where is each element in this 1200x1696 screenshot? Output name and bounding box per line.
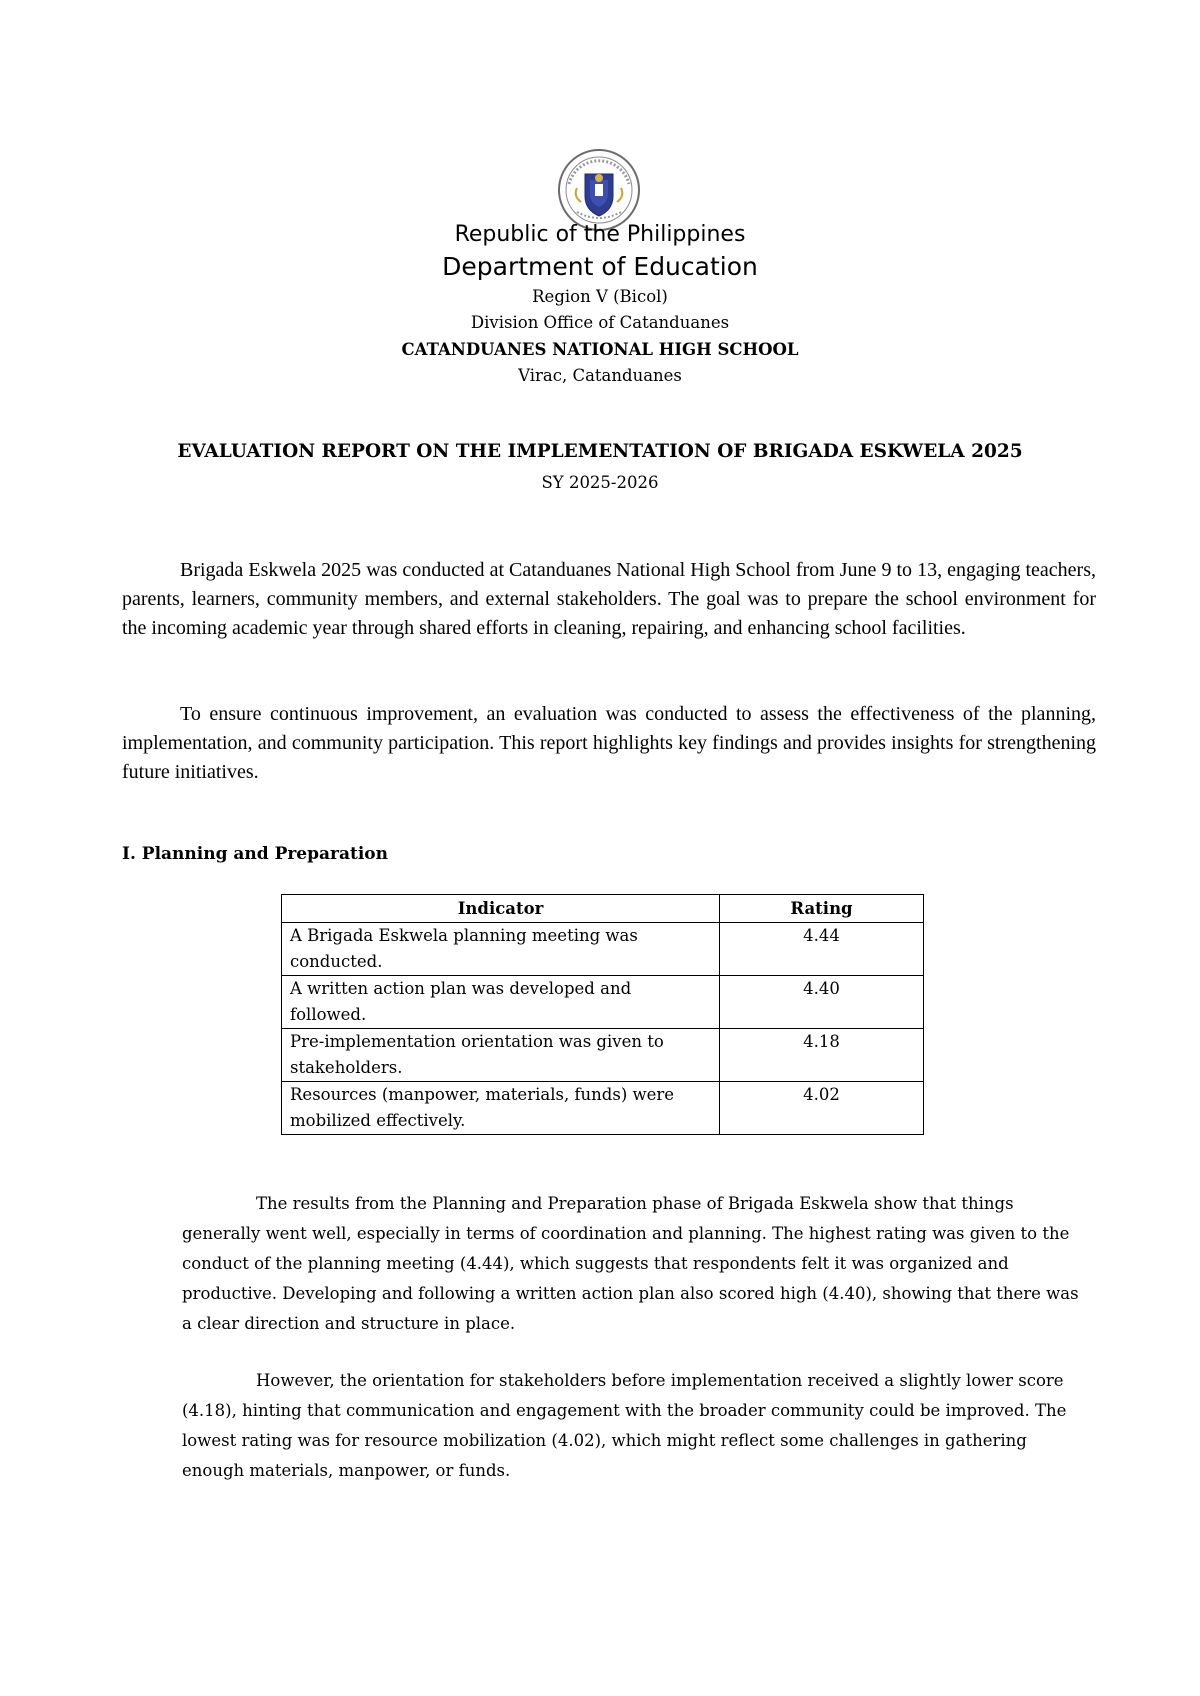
region-line: Region V (Bicol) [532,287,668,306]
evaluation-table [281,894,924,1135]
indicator-cell: A Brigada Eskwela planning meeting was conducted. [282,923,720,976]
republic-heading: Republic of the Philippines [454,222,746,247]
discussion-paragraph-2: However, the orientation for stakeholders before implementation received a slightly lower score (4.18), hinting that communication and engagement with the broader community could be improved. The lowest rating was for resource mobilization (4.02), which might reflect some challenges in gathering enough materials, manpower, or funds. [182,1371,1067,1480]
table-row [282,1029,924,1082]
discussion-paragraph-1: The results from the Planning and Preparation phase of Brigada Eskwela show that things generally went well, especially in terms of coordination and planning. The highest rating was given to the conduct of the planning meeting (4.44), which suggests that respondents felt it was organized and productive. Developing and following a written action plan also scored high (4.40), showing that there was a clear direction and structure in place. [182,1194,1079,1333]
rating-cell: 4.02 [720,1082,924,1135]
rating-cell: 4.44 [720,923,924,976]
deped-seal-icon [557,148,641,232]
school-location: Virac, Catanduanes [518,366,682,385]
rating-cell: 4.40 [720,976,924,1029]
table-row [282,923,924,976]
indicator-cell: Pre-implementation orientation was given to stakeholders. [282,1029,720,1082]
school-year: SY 2025-2026 [541,473,659,492]
division-line: Division Office of Catanduanes [470,313,730,332]
department-heading: Department of Education [442,252,758,281]
intro-paragraph-1: Brigada Eskwela 2025 was conducted at Catanduanes National High School from June 9 to 13, engaging teachers, parents, learners, community members, and external stakeholders. The goal was to prepare the school environment for the incoming academic year through shared efforts in cleaning, repairing, and enhancing school facilities. [122,559,1096,639]
report-title: EVALUATION REPORT ON THE IMPLEMENTATION OF BRIGADA ESKWELA 2025 [177,441,1023,462]
indicator-cell: A written action plan was developed and followed. [282,976,720,1029]
table-row [282,1082,924,1135]
column-header-indicator: Indicator [282,895,720,923]
table-header-row [282,895,924,923]
intro-paragraph-2: To ensure continuous improvement, an evaluation was conducted to assess the effectiveness of the planning, implementation, and community participation. This report highlights key findings and provides insights for strengthening future initiatives. [122,703,1096,783]
school-name: CATANDUANES NATIONAL HIGH SCHOOL [401,340,799,359]
column-header-rating: Rating [720,895,924,923]
table-row [282,976,924,1029]
rating-cell: 4.18 [720,1029,924,1082]
indicator-cell: Resources (manpower, materials, funds) were mobilized effectively. [282,1082,720,1135]
section-heading-planning: I. Planning and Preparation [122,844,389,864]
